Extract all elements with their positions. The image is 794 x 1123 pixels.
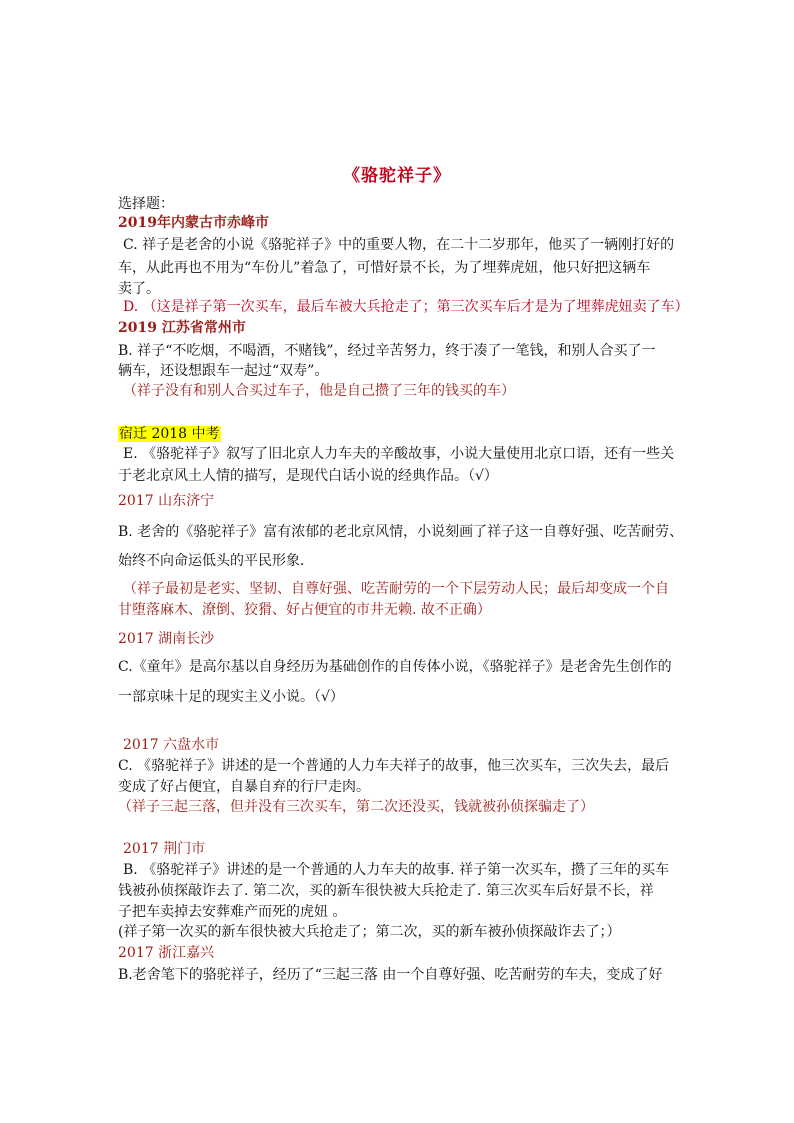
highlighted-source: 宿迁 2018 中考 [119,426,220,442]
question-line: 变成了好占便宜，自暴自弃的行尸走肉。 [118,779,370,795]
source-label: 2017 山东济宁 [118,493,215,509]
question-line: 一部京味十足的现实主义小说。（√） [118,689,344,705]
question-line: E. 《骆驼祥子》叙写了旧北京人力车夫的辛酸故事，小说大量使用北京口语，还有一些关 [123,446,675,462]
source-label [118,425,221,443]
question-line: 钱被孙侦探敲诈去了. 第二次，买的新车很快被大兵抢走了. 第三次买车后好景不长，祥 [118,883,654,899]
question-line: C. 祥子是老舍的小说《骆驼祥子》中的重要人物，在二十二岁那年，他买了一辆刚打好的 [123,237,675,253]
source-label: 2017 六盘水市 [123,737,220,753]
question-line: B.老舍笔下的骆驼祥子，经历了“三起三落 由一个自尊好强、吃苦耐劳的车夫，变成了好 [118,967,663,983]
source-label: 2019 江苏省常州市 [118,320,246,336]
question-line: 卖了。 [118,281,160,297]
source-label: 2017 浙江嘉兴 [118,945,215,961]
document-title: 《骆驼祥子》 [343,166,451,186]
answer-note: (祥子第一次买的新车很快被大兵抢走了；第二次，买的新车被孙侦探敲诈去了；） [118,924,621,940]
question-line: B. 老舍的《骆驼祥子》富有浓郁的老北京风情，小说刻画了祥子这一自尊好强、吃苦耐劳、 [118,524,684,540]
answer-note: D. （这是祥子第一次买车，最后车被大兵抢走了；第三次买车后才是为了埋葬虎妞卖了车） [123,299,689,315]
question-line: 始终不向命运低头的平民形象. [118,553,305,569]
question-line: 辆车，还设想跟车一起过“双寿”。 [118,363,329,379]
answer-note: （祥子没有和别人合买过车子，他是自己攒了三年的钱买的车） [123,383,515,399]
source-label: 2017 荆门市 [123,841,206,857]
question-line: 子把车卖掉去安葬难产而死的虎妞 。 [118,904,347,920]
question-line: 于老北京风土人情的描写，是现代白话小说的经典作品。（√） [118,468,498,484]
question-line: B. 《骆驼祥子》讲述的是一个普通的人力车夫的故事. 祥子第一次买车，攒了三年的买车 [123,862,670,878]
question-line: C.《童年》是高尔基以自身经历为基础创作的自传体小说，《骆驼祥子》是老舍先生创作的 [118,659,672,675]
question-line: B. 祥子“不吃烟，不喝酒，不赌钱”，经过辛苦努力，终于凑了一笔钱，和别人合买了一 [118,343,656,359]
source-label: 2019年内蒙古市赤峰市 [118,215,269,231]
question-line: C. 《骆驼祥子》讲述的是一个普通的人力车夫祥子的故事，他三次买车，三次失去，最后 [118,758,670,774]
answer-note: 甘堕落麻木、潦倒、狡猾、好占便宜的市井无赖. 故不正确） [118,602,491,618]
section-label: 选择题： [118,196,174,212]
source-label: 2017 湖南长沙 [118,631,215,647]
question-line: 车，从此再也不用为“车份儿”着急了，可惜好景不长，为了埋葬虎妞，他只好把这辆车 [118,260,651,276]
answer-note: （祥子三起三落，但并没有三次买车，第二次还没买，钱就被孙侦探骗走了） [118,799,594,815]
answer-note: （祥子最初是老实、坚韧、自尊好强、吃苦耐劳的一个下层劳动人民；最后却变成一个自 [123,581,669,597]
